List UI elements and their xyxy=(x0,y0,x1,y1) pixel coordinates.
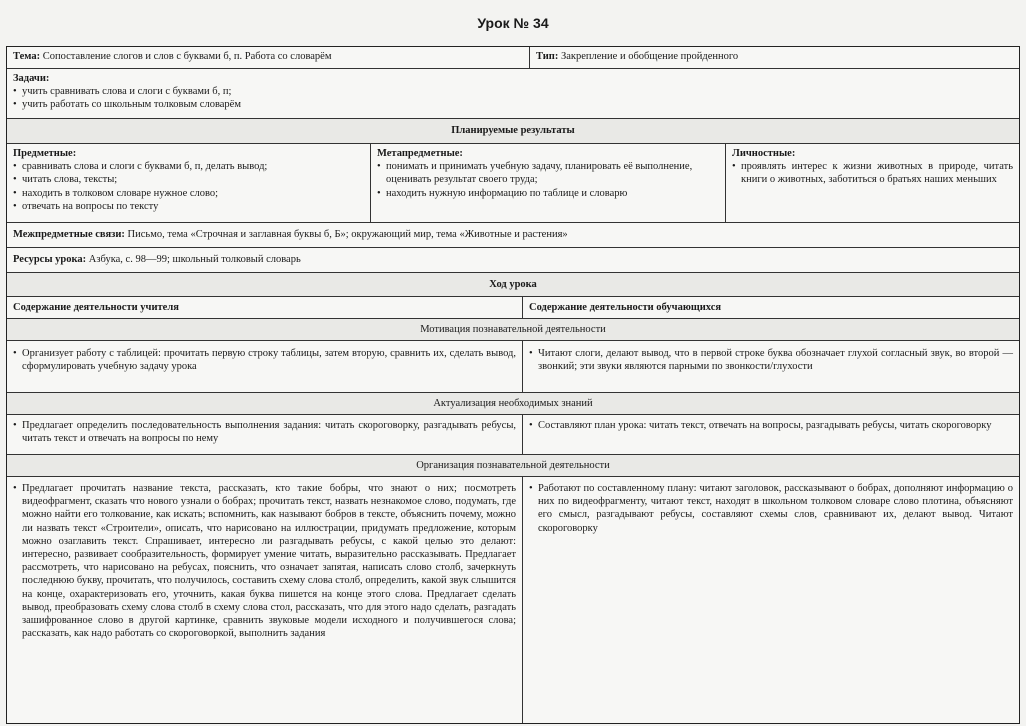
subject-results-cell xyxy=(7,144,370,222)
tasks-label: Задачи: xyxy=(13,73,50,84)
teacher-activity: • Организует работу с таблицей: прочитать первую строку таблицы, затем вторую, сравнить их, сделать вывод, сформулировать учебную задачу урока xyxy=(13,347,516,373)
stage-title: Актуализация необходимых знаний xyxy=(433,398,593,409)
interdisciplinary-cell xyxy=(7,223,1019,247)
topic-text: Сопоставление слогов и слов с буквами б, п. Работа со словарём xyxy=(42,51,332,62)
resources-label: Ресурсы урока: xyxy=(13,254,87,265)
row-stage-3 xyxy=(7,477,1019,723)
list-item: • находить нужную информацию по таблице и словарю xyxy=(377,187,719,200)
tasks-list xyxy=(13,85,1013,111)
students-activity-cell xyxy=(522,415,1019,454)
students-column-header: Содержание деятельности обучающихся xyxy=(522,297,1019,318)
lesson-title: Урок № 34 xyxy=(477,15,549,31)
resources-text: Азбука, с. 98—99; школьный толковый словарь xyxy=(88,254,301,265)
list-item: • читать слова, тексты; xyxy=(13,173,364,186)
students-activity-cell xyxy=(522,341,1019,392)
row-resources xyxy=(7,248,1019,273)
list-item: • сравнивать слова и слоги с буквами б, п, делать вывод; xyxy=(13,160,364,173)
meta-results-label: Метапредметные: xyxy=(377,148,463,159)
teacher-activity: • Предлагает определить последовательность выполнения задания: читать скороговорку, разгадывать ребусы, читать текст и отвечать на вопросы по нему xyxy=(13,419,516,445)
row-planned-results xyxy=(7,144,1019,223)
row-interdisciplinary xyxy=(7,223,1019,248)
personal-results-list xyxy=(732,160,1013,186)
personal-results-label: Личностные: xyxy=(732,148,796,159)
topic-cell xyxy=(7,47,529,68)
stage-title: Мотивация познавательной деятельности xyxy=(420,324,606,335)
row-tasks xyxy=(7,69,1019,119)
interdisciplinary-text: Письмо, тема «Строчная и заглавная буквы б, Б»; окружающий мир, тема «Животные и растения» xyxy=(127,229,568,240)
interdisciplinary-label: Межпредметные связи: xyxy=(13,229,125,240)
type-text: Закрепление и обобщение пройденного xyxy=(560,51,739,62)
row-progress-header xyxy=(7,273,1019,297)
row-stage-2-title xyxy=(7,393,1019,415)
progress-header: Ход урока xyxy=(489,279,537,290)
teacher-activity: • Предлагает прочитать название текста, рассказать, кто такие бобры, что знают о них; посмотреть видеофрагмент, сказать что нового узнали о бобрах; прочитать текст, назвать незнакомое слово, подумать, где можно найти его толкование, как искать; вспомнить, как называют бобров в тексте, объяснить почему, можно ли назвать текст «Строители», описать, что нарисовано на иллюстрации, придумать предложение, которым можно озаглавить текст. Спрашивает, интересно ли разгадывать ребусы, с какой целью это делают: интересно, развивает сообразительность, формирует умение читать, выразительно рассказывать. Предлагает рассмотреть, что нарисовано на ребусах, пояснить, что означает запятая, написать слово столб, зачеркнуть последнюю букву, прочитать, что получилось, составить схему слова столб, определить, какой звук слышится на конце, охарактеризовать его, уточнить, какая буква пишется на конце этого слова. Предлагает сделать вывод, преобразовать схему слова столб в схему слова стол, рассказать, что для этого надо сделать, разгадать зашифрованное слово в другой картинке, сравнить звуковые модели исходного и получившегося слова; рассказать, как надо работать со скороговоркой, выполнить задания xyxy=(13,482,516,640)
row-stage-1-title xyxy=(7,319,1019,341)
subject-results-list xyxy=(13,160,364,213)
students-activity: • Составляют план урока: читать текст, отвечать на вопросы, разгадывать ребусы, читать скороговорку xyxy=(529,419,1013,432)
row-topic xyxy=(7,47,1019,69)
meta-results-cell xyxy=(370,144,725,222)
row-planned-header xyxy=(7,119,1019,144)
resources-cell xyxy=(7,248,1019,272)
students-activity: • Читают слоги, делают вывод, что в первой строке буква обозначает глухой согласный звук, во второй — звонкий; эти звуки являются парными по звонкости/глухости xyxy=(529,347,1013,373)
students-activity: • Работают по составленному плану: читают заголовок, рассказывают о бобрах, дополняют информацию о них по видеофрагменту, читают текст, находят в школьном толковом словаре слово плотина, объясняют его смысл, разгадывают ребусы, составляют схемы слов, сравнивают их, делают вывод. Читают скороговорку xyxy=(529,482,1013,535)
teacher-activity-cell xyxy=(7,341,522,392)
list-item: • находить в толковом словаре нужное слово; xyxy=(13,187,364,200)
meta-results-list xyxy=(377,160,719,200)
students-activity-cell xyxy=(522,477,1019,723)
planned-header: Планируемые результаты xyxy=(451,125,575,136)
subject-results-label: Предметные: xyxy=(13,148,77,159)
row-stage-2 xyxy=(7,415,1019,455)
type-cell xyxy=(529,47,1019,68)
list-item: • учить работать со школьным толковым словарём xyxy=(13,98,1013,111)
tasks-cell xyxy=(7,69,1019,118)
list-item: • отвечать на вопросы по тексту xyxy=(13,200,364,213)
row-column-headers xyxy=(7,297,1019,319)
row-stage-3-title xyxy=(7,455,1019,477)
teacher-activity-cell xyxy=(7,477,522,723)
type-label: Тип: xyxy=(536,51,559,62)
list-item: • понимать и принимать учебную задачу, планировать её выполнение, оценивать результат своего труда; xyxy=(377,160,719,186)
list-item: • учить сравнивать слова и слоги с буквами б, п; xyxy=(13,85,1013,98)
teacher-activity-cell xyxy=(7,415,522,454)
topic-label: Тема: xyxy=(13,51,41,62)
row-stage-1 xyxy=(7,341,1019,393)
personal-results-cell xyxy=(725,144,1019,222)
teacher-column-header: Содержание деятельности учителя xyxy=(13,302,179,313)
lesson-table xyxy=(6,46,1020,724)
stage-title: Организация познавательной деятельности xyxy=(416,460,610,471)
list-item: • проявлять интерес к жизни животных в природе, читать книги о животных, заботиться о братьях наших меньших xyxy=(732,160,1013,186)
